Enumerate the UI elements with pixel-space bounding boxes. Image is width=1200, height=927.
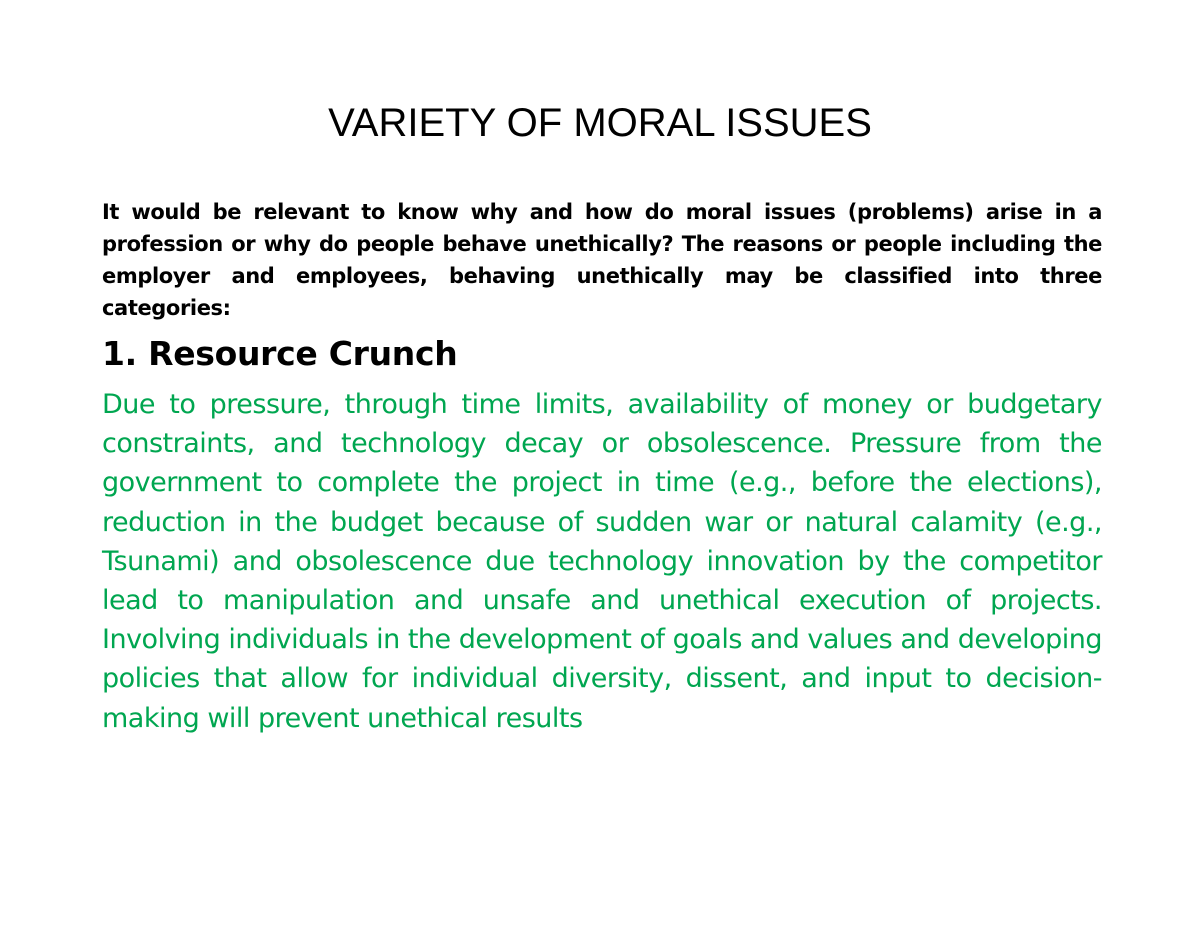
intro-paragraph: It would be relevant to know why and how do moral issues (problems) arise in a profession or why do people behave unethically? The reasons or people including the employer and employees, behaving unethically may be classified into three categories: — [102, 200, 1102, 320]
section-heading: 1. Resource Crunch — [102, 334, 458, 373]
slide-title: VARIETY OF MORAL ISSUES — [328, 101, 872, 145]
section-body: Due to pressure, through time limits, availability of money or budgetary constraints, and technology decay or obsolescence. Pressure from the government to complete the project in time (e.g., before the elections), reduction in the budget because of sudden war or natural calamity (e.g., Tsunami) and obsolescence due technology innovation by the competitor lead to manipulation and unsafe and unethical execution of projects. Involving individuals in the development of goals and values and developing policies that allow for individual diversity, dissent, and input to decision-making will prevent unethical results — [102, 389, 1102, 734]
